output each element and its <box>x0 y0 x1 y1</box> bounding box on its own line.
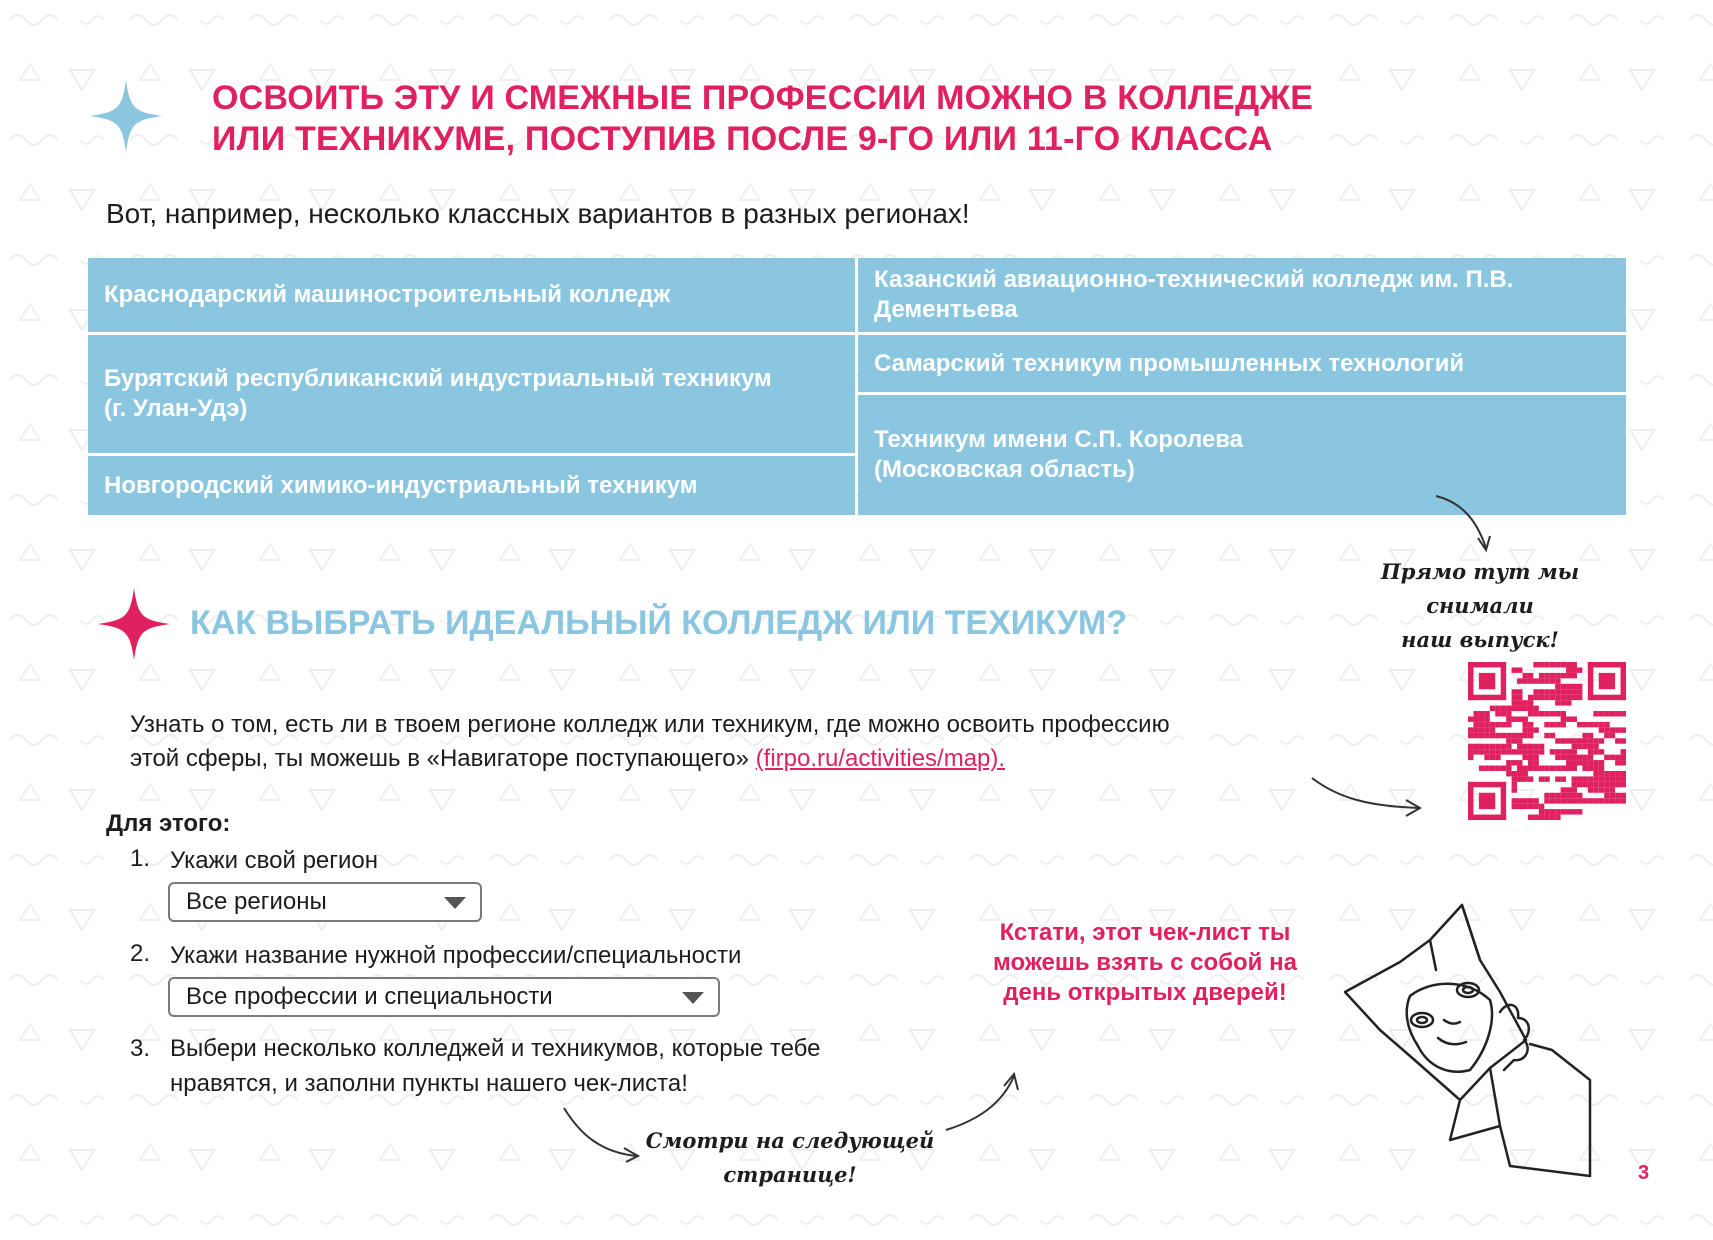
college-name: Новгородский химико-индустриальный техникум <box>104 471 698 499</box>
para-line2 <box>130 742 1380 776</box>
step-text <box>170 1031 821 1101</box>
title-line-1: ОСВОИТЬ ЭТУ И СМЕЖНЫЕ ПРОФЕССИИ МОЖНО В КОЛЛЕДЖЕ <box>212 79 1314 117</box>
step-number: 1. <box>130 845 151 872</box>
college-cell <box>88 456 855 515</box>
college-cell <box>858 335 1626 392</box>
steps-title: Для этого: <box>106 810 231 837</box>
next-page-note <box>640 1124 940 1192</box>
step-number: 2. <box>130 940 151 967</box>
step-number: 3. <box>130 1035 151 1062</box>
arrow-icon <box>1308 772 1428 822</box>
college-name: Краснодарский машиностроительный колледж <box>104 281 671 308</box>
college-name: Казанский авиационно-технический колледж им. П.В. Дементьева <box>874 266 1514 323</box>
filmed-note-line1: Прямо тут мы снимали <box>1380 559 1580 618</box>
college-cell <box>858 258 1626 332</box>
college-cell <box>88 258 855 332</box>
navigator-paragraph <box>130 708 1380 776</box>
profession-select[interactable] <box>168 977 720 1017</box>
filmed-note-line2: наш выпуск! <box>1401 627 1559 652</box>
college-name: Техникум имени С.П. Королева (Московская область) <box>874 426 1244 483</box>
page-number: 3 <box>1638 1162 1650 1184</box>
college-name: Бурятский республиканский индустриальный техникум (г. Улан-Удэ) <box>104 365 772 422</box>
sparkle-blue-icon <box>88 78 164 154</box>
firpo-link[interactable]: (firpo.ru/activities/map). <box>755 745 1006 772</box>
cat-illustration <box>1340 900 1620 1190</box>
colleges-table <box>88 258 1626 515</box>
lead-text: Вот, например, несколько классных вариантов в разных регионах! <box>106 198 970 229</box>
arrow-icon <box>1430 490 1510 560</box>
arrow-icon <box>560 1104 644 1164</box>
checklist-note: Кстати, этот чек-лист ты можешь взять с собой на день открытых дверей! <box>993 919 1297 1006</box>
college-name: Самарский техникум промышленных технологий <box>874 349 1465 377</box>
section-title: КАК ВЫБРАТЬ ИДЕАЛЬНЫЙ КОЛЛЕДЖ ИЛИ ТЕХИКУМ? <box>190 604 1128 642</box>
region-select[interactable] <box>168 882 482 922</box>
region-select-value: Все регионы <box>186 888 327 915</box>
next-note-line2: странице! <box>723 1162 857 1187</box>
filmed-note <box>1330 555 1630 657</box>
college-cell <box>858 395 1626 515</box>
next-note-line1: Смотри на следующей <box>645 1128 935 1153</box>
arrow-icon <box>942 1070 1022 1136</box>
profession-select-value: Все профессии и специальности <box>186 983 553 1010</box>
qr-code[interactable] <box>1468 662 1626 820</box>
step3-line1: Выбери несколько колледжей и техникумов, которые тебе <box>170 1035 821 1062</box>
step-text: Укажи свой регион <box>170 847 379 874</box>
chevron-down-icon <box>444 897 466 909</box>
step3-line2: нравятся, и заполни пункты нашего чек-листа! <box>170 1070 688 1097</box>
page-title <box>212 78 1512 160</box>
step-text: Укажи название нужной профессии/специальности <box>170 942 742 969</box>
college-cell <box>88 335 855 453</box>
sparkle-pink-icon <box>96 586 172 662</box>
chevron-down-icon <box>682 992 704 1004</box>
title-line-2: ИЛИ ТЕХНИКУМЕ, ПОСТУПИВ ПОСЛЕ 9-ГО ИЛИ 11-ГО КЛАССА <box>212 120 1273 158</box>
para-line1: Узнать о том, есть ли в твоем регионе колледж или техникум, где можно освоить профессию <box>130 711 1170 738</box>
para-line2-text: этой сферы, ты можешь в «Навигаторе поступающего» <box>130 745 756 772</box>
